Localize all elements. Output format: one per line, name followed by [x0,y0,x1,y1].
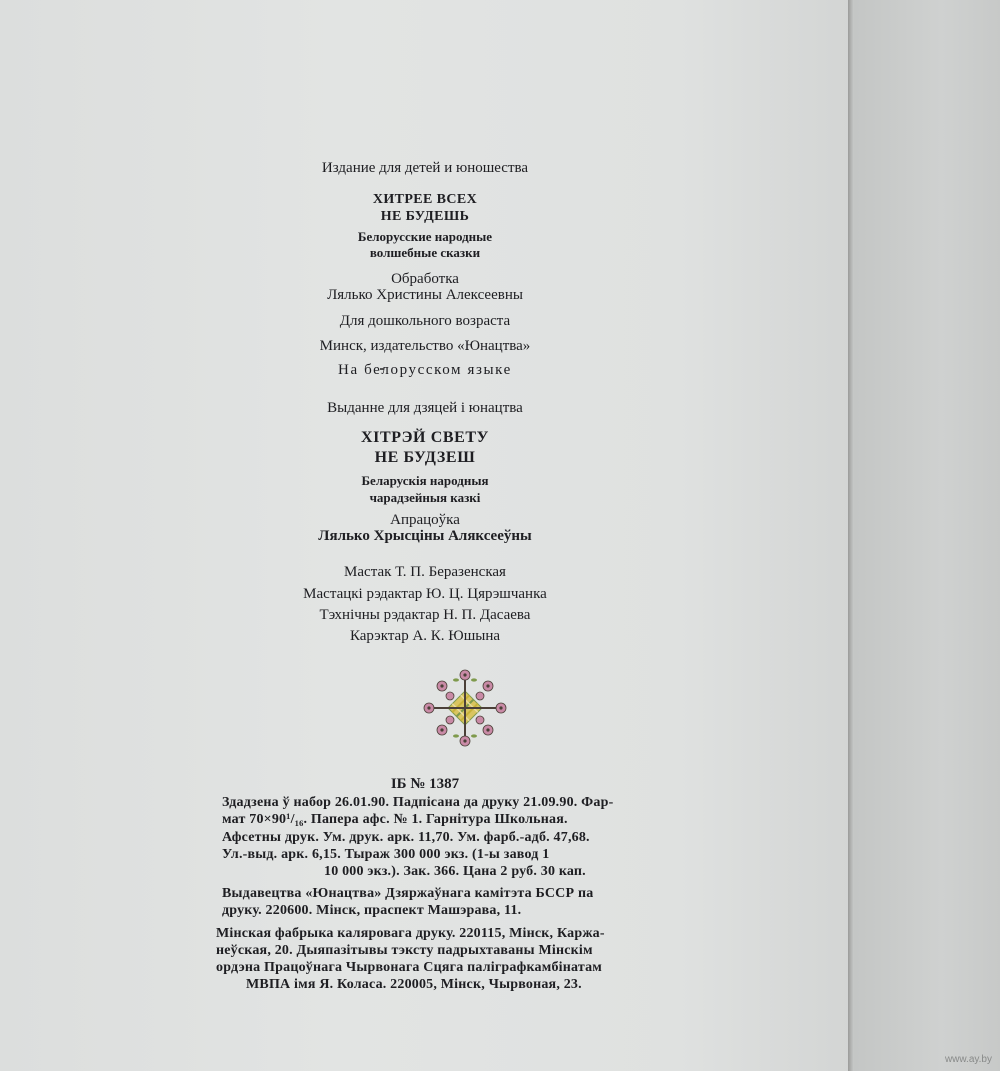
imprint-line: ордэна Працоўнага Чырвонага Сцяга паліграфкамбінатам [216,960,603,975]
imprint-line: Здадзена ў набор 26.01.90. Падпісана да друку 21.09.90. Фар- [222,795,614,810]
ib-number: ІБ № 1387 [390,776,460,792]
imprint-line: неўская, 20. Дыяпазітывы тэксту падрыхтаваны Мінскім [216,943,593,958]
imprint-line: Ул.-выд. арк. 6,15. Тыраж 300 000 экз. (1-ы завод 1 [222,847,550,862]
watermark: www.ay.by [944,1054,992,1065]
by-title-line2: НЕ БУДЗЕШ [374,449,476,466]
imprint-line: мат 70×90¹/₁₆. Папера афс. № 1. Гарнітура Школьная. [222,812,568,827]
ru-language: На белорусском языке [338,362,512,378]
ru-adaptation-label: Обработка [391,271,459,287]
imprint-line: Афсетны друк. Ум. друк. арк. 11,70. Ум. фарб.-адб. 47,68. [222,830,590,845]
by-subtitle-line1: Беларускія народныя [361,473,489,488]
ru-title-line1: ХИТРЕЕ ВСЕХ [372,192,478,207]
imprint-line: друку. 220600. Мінск, праспект Машэрава, 11. [222,903,522,918]
ru-subtitle-line1: Белорусские народные [357,229,493,244]
folk-ornament-icon [420,666,510,750]
by-edition-type: Выданне для дзяцей і юнацтва [327,400,523,416]
by-subtitle-line2: чарадзейныя казкі [369,490,481,505]
ru-publisher: Минск, издательство «Юнацтва» [319,338,531,354]
ru-title-line2: НЕ БУДЕШЬ [380,209,470,224]
imprint-line: 10 000 экз.). Зак. 366. Цана 2 руб. 30 кап. [324,864,586,879]
ru-subtitle-line2: волшебные сказки [369,245,481,260]
credit-tech-editor: Тэхнічны рэдактар Н. П. Дасаева [319,607,531,623]
imprint-line: Мінская фабрыка каляровага друку. 220115, Мінск, Каржа- [216,926,605,941]
by-adaptation-label: Апрацоўка [390,512,460,528]
by-title-line1: ХІТРЭЙ СВЕТУ [360,429,490,446]
ru-edition-type: Издание для детей и юношества [321,160,529,176]
credit-proofreader: Карэктар А. К. Юшына [349,628,501,644]
imprint-line: МВПА імя Я. Коласа. 220005, Мінск, Чырвоная, 23. [246,977,582,992]
credit-art-editor: Мастацкі рэдактар Ю. Ц. Цярэшчанка [303,586,547,602]
imprint-line: Выдавецтва «Юнацтва» Дзяржаўнага камітэта БССР па [222,886,594,901]
credit-artist: Мастак Т. П. Беразенская [344,564,506,580]
ru-age-group: Для дошкольного возраста [339,313,511,329]
ru-adaptation-author: Лялько Христины Алексеевны [327,287,523,303]
next-page-edge [854,0,1000,1071]
by-adaptation-author: Лялько Хрысціны Аляксееўны [318,528,532,544]
